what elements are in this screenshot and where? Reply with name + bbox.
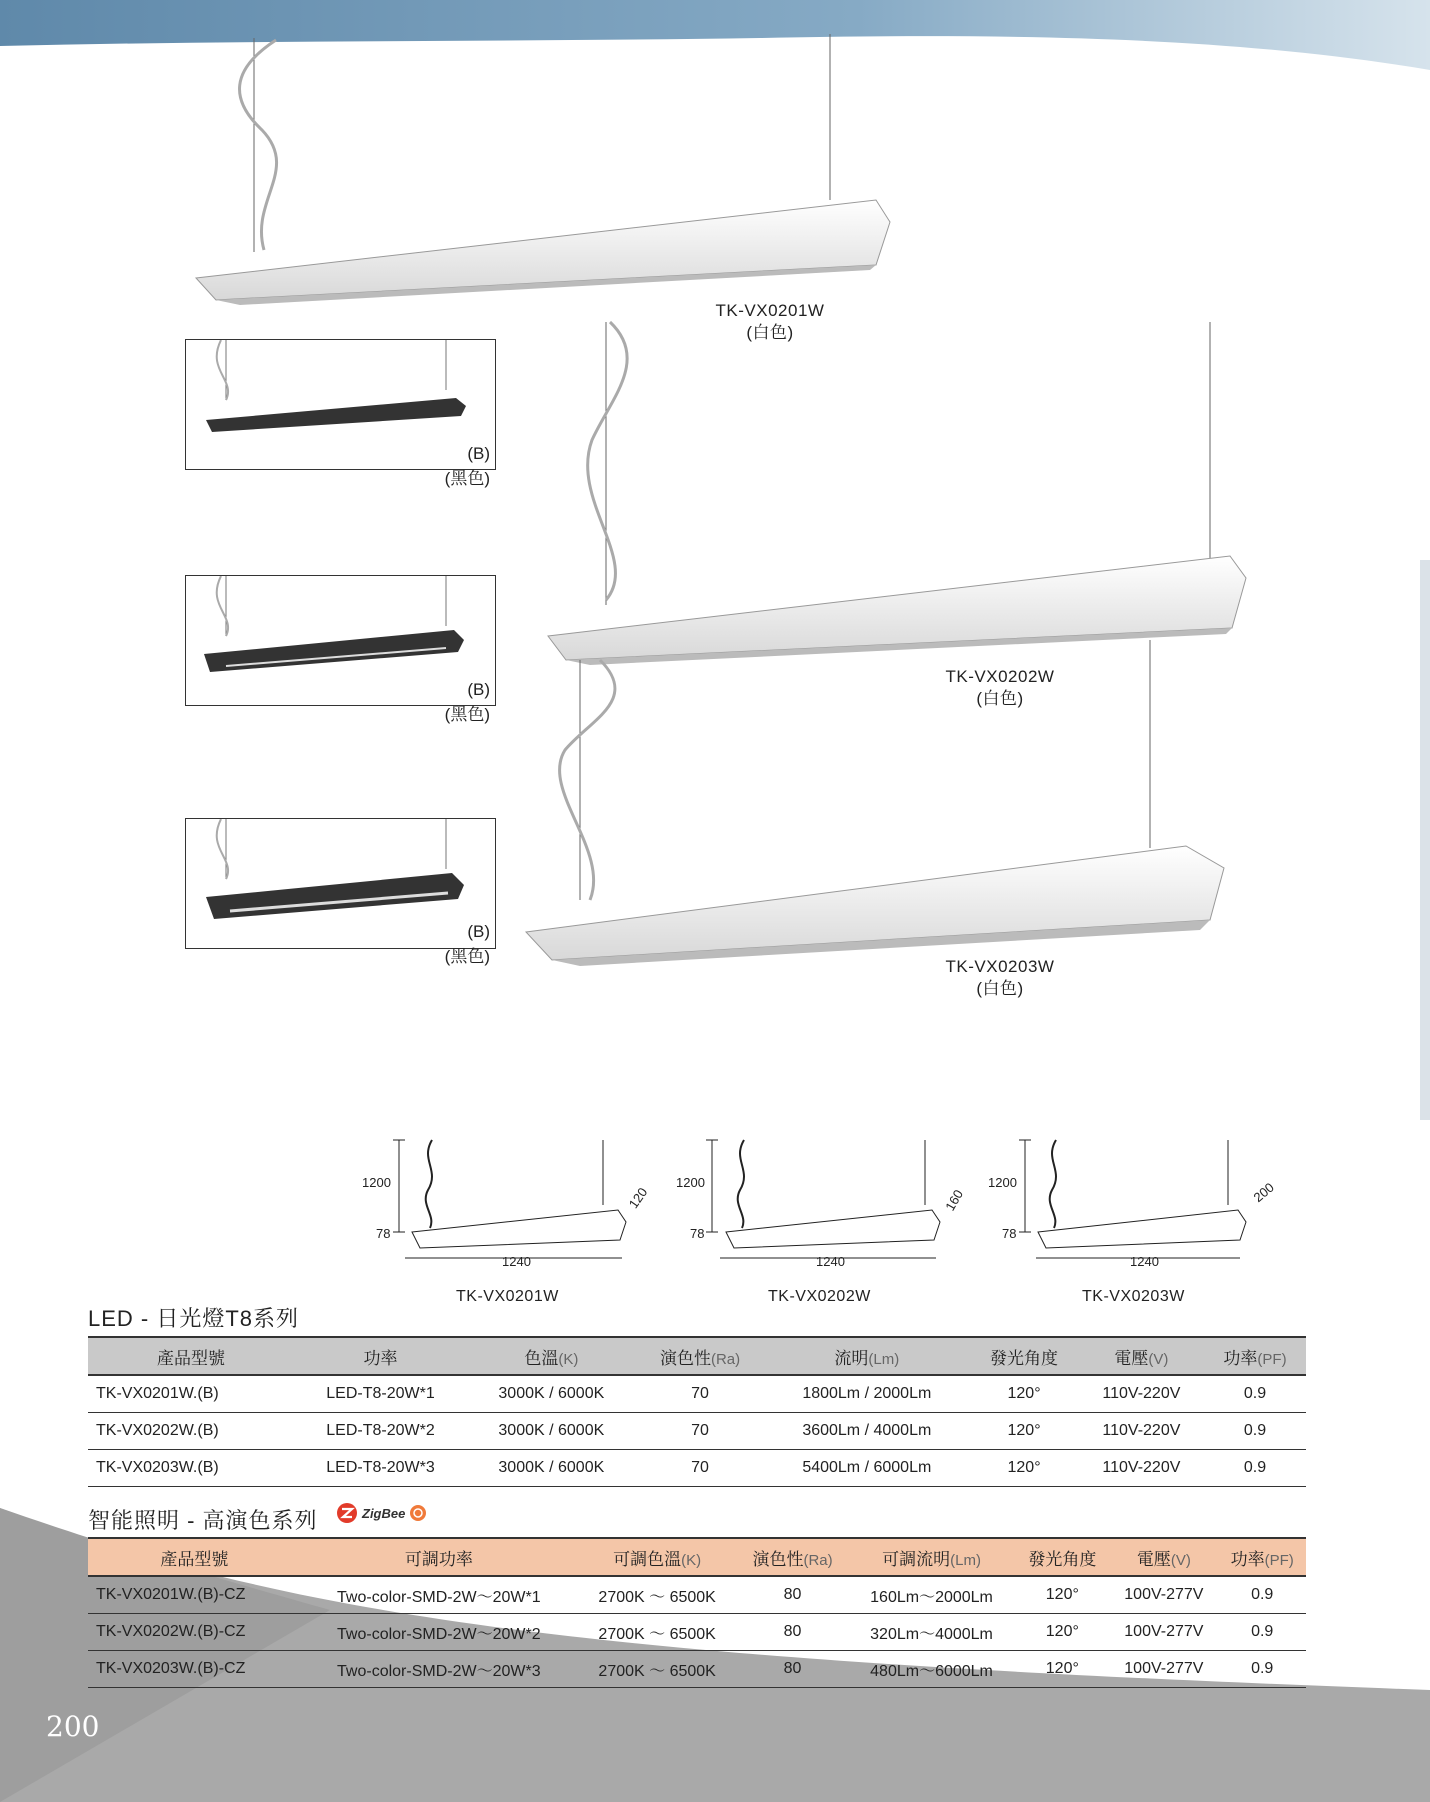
cell-angle: 120° <box>969 1450 1079 1487</box>
product-caption-1 <box>700 300 840 344</box>
lamp-image-1 <box>196 34 890 305</box>
col-header: 發光角度 <box>969 1337 1079 1375</box>
product-model-3: TK-VX0203W <box>945 957 1055 976</box>
cell-voltage: 100V-277V <box>1109 1576 1218 1614</box>
col-header: 功率(PF) <box>1204 1337 1306 1375</box>
dim-height-2: 1200 <box>676 1175 705 1190</box>
table1-title: LED - 日光燈T8系列 <box>88 1306 300 1331</box>
cell-power: LED-T8-20W*1 <box>294 1375 467 1413</box>
dimension-drawing-1 <box>362 1140 650 1269</box>
cell-cri: 70 <box>636 1413 765 1450</box>
cell-model: TK-VX0203W.(B)-CZ <box>88 1651 301 1688</box>
product-caption-2 <box>930 666 1070 710</box>
product-caption-3 <box>930 956 1070 1000</box>
col-header: 產品型號 <box>88 1337 294 1375</box>
variant-caption-2 <box>410 680 490 725</box>
dim-width-3: 200 <box>1250 1179 1277 1206</box>
cell-angle: 120° <box>1015 1651 1109 1688</box>
cell-pf: 0.9 <box>1218 1614 1306 1651</box>
product-model-1: TK-VX0201W <box>715 301 825 320</box>
cell-voltage: 100V-277V <box>1109 1614 1218 1651</box>
variant-color-3: (黑色) <box>444 947 490 966</box>
cell-cri: 80 <box>737 1651 847 1688</box>
dimension-model-2: TK-VX0202W <box>768 1288 871 1305</box>
cell-pf: 0.9 <box>1218 1651 1306 1688</box>
table-header-row <box>88 1337 1306 1375</box>
dim-length-3: 1240 <box>1130 1254 1159 1269</box>
col-header: 電壓(V) <box>1079 1337 1204 1375</box>
zigbee-logo <box>336 1502 427 1524</box>
table-row <box>88 1614 1306 1651</box>
cell-color-temp: 3000K / 6000K <box>467 1375 636 1413</box>
cell-cri: 80 <box>737 1576 847 1614</box>
cell-voltage: 110V-220V <box>1079 1413 1204 1450</box>
dimension-model-1: TK-VX0201W <box>456 1288 559 1305</box>
cell-cri: 70 <box>636 1450 765 1487</box>
dimension-model-3: TK-VX0203W <box>1082 1288 1185 1305</box>
col-header: 色溫(K) <box>467 1337 636 1375</box>
lamp-image-3 <box>526 640 1224 966</box>
cell-power: Two-color-SMD-2W～20W*3 <box>301 1651 577 1688</box>
spec-table-led-t8 <box>88 1336 1306 1487</box>
col-header: 演色性(Ra) <box>636 1337 765 1375</box>
cell-color-temp: 3000K / 6000K <box>467 1450 636 1487</box>
page-number: 200 <box>46 1710 100 1743</box>
product-color-1: (白色) <box>746 323 794 342</box>
cell-voltage: 100V-277V <box>1109 1651 1218 1688</box>
table-row <box>88 1450 1306 1487</box>
cell-color-temp: 3000K / 6000K <box>467 1413 636 1450</box>
cell-power: LED-T8-20W*3 <box>294 1450 467 1487</box>
cell-model: TK-VX0201W.(B)-CZ <box>88 1576 301 1614</box>
col-header: 演色性(Ra) <box>737 1538 847 1576</box>
cell-angle: 120° <box>969 1413 1079 1450</box>
cell-power: LED-T8-20W*2 <box>294 1413 467 1450</box>
col-header: 功率(PF) <box>1218 1538 1306 1576</box>
col-header: 發光角度 <box>1015 1538 1109 1576</box>
cell-voltage: 110V-220V <box>1079 1450 1204 1487</box>
cell-voltage: 110V-220V <box>1079 1375 1204 1413</box>
zigbee-certified-icon <box>409 1504 427 1522</box>
cell-color-temp: 2700K ～ 6500K <box>577 1651 737 1688</box>
cell-pf: 0.9 <box>1204 1413 1306 1450</box>
cell-power: Two-color-SMD-2W～20W*2 <box>301 1614 577 1651</box>
cell-model: TK-VX0202W.(B) <box>88 1413 294 1450</box>
dim-height-3: 1200 <box>988 1175 1017 1190</box>
dim-width-2: 160 <box>942 1187 967 1214</box>
variant-color-1: (黑色) <box>444 469 490 488</box>
cell-color-temp: 2700K ～ 6500K <box>577 1576 737 1614</box>
col-header: 可調流明(Lm) <box>848 1538 1016 1576</box>
variant-code-1: (B) <box>467 444 490 463</box>
cell-cri: 80 <box>737 1614 847 1651</box>
dim-depth-1: 78 <box>376 1226 391 1241</box>
dimension-drawing-3 <box>988 1140 1277 1269</box>
table2-title: 智能照明 - 高演色系列 <box>88 1508 318 1533</box>
zigbee-icon <box>336 1502 358 1524</box>
zigbee-logo-text: ZigBee <box>362 1505 406 1521</box>
dim-length-2: 1240 <box>816 1254 845 1269</box>
product-model-2: TK-VX0202W <box>945 667 1055 686</box>
cell-model: TK-VX0201W.(B) <box>88 1375 294 1413</box>
cell-pf: 0.9 <box>1204 1450 1306 1487</box>
col-header: 流明(Lm) <box>764 1337 969 1375</box>
cell-lumen: 480Lm～6000Lm <box>848 1651 1016 1688</box>
cell-angle: 120° <box>969 1375 1079 1413</box>
dim-height-1: 1200 <box>362 1175 391 1190</box>
variant-code-2: (B) <box>467 680 490 699</box>
table-row <box>88 1375 1306 1413</box>
col-header: 功率 <box>294 1337 467 1375</box>
dimension-drawing-2 <box>676 1140 966 1269</box>
cell-pf: 0.9 <box>1218 1576 1306 1614</box>
dim-depth-3: 78 <box>1002 1226 1017 1241</box>
cell-lumen: 320Lm～4000Lm <box>848 1614 1016 1651</box>
col-header: 產品型號 <box>88 1538 301 1576</box>
cell-lumen: 160Lm～2000Lm <box>848 1576 1016 1614</box>
spec-table-smart-lighting <box>88 1537 1306 1688</box>
dim-length-1: 1240 <box>502 1254 531 1269</box>
product-color-3: (白色) <box>976 979 1024 998</box>
cell-pf: 0.9 <box>1204 1375 1306 1413</box>
dim-depth-2: 78 <box>690 1226 705 1241</box>
product-color-2: (白色) <box>976 689 1024 708</box>
cell-angle: 120° <box>1015 1614 1109 1651</box>
table-row <box>88 1651 1306 1688</box>
cell-cri: 70 <box>636 1375 765 1413</box>
col-header: 可調色溫(K) <box>577 1538 737 1576</box>
cell-color-temp: 2700K ～ 6500K <box>577 1614 737 1651</box>
cell-model: TK-VX0202W.(B)-CZ <box>88 1614 301 1651</box>
table-row <box>88 1576 1306 1614</box>
col-header: 電壓(V) <box>1109 1538 1218 1576</box>
lamp-image-2 <box>548 322 1246 665</box>
variant-color-2: (黑色) <box>444 705 490 724</box>
cell-angle: 120° <box>1015 1576 1109 1614</box>
cell-lumen: 5400Lm / 6000Lm <box>764 1450 969 1487</box>
variant-code-3: (B) <box>467 922 490 941</box>
col-header: 可調功率 <box>301 1538 577 1576</box>
cell-power: Two-color-SMD-2W～20W*1 <box>301 1576 577 1614</box>
table-row <box>88 1413 1306 1450</box>
cell-model: TK-VX0203W.(B) <box>88 1450 294 1487</box>
cell-lumen: 3600Lm / 4000Lm <box>764 1413 969 1450</box>
variant-caption-3 <box>410 922 490 967</box>
dim-width-1: 120 <box>625 1184 651 1212</box>
table-header-row <box>88 1538 1306 1576</box>
cell-lumen: 1800Lm / 2000Lm <box>764 1375 969 1413</box>
variant-caption-1 <box>410 444 490 489</box>
